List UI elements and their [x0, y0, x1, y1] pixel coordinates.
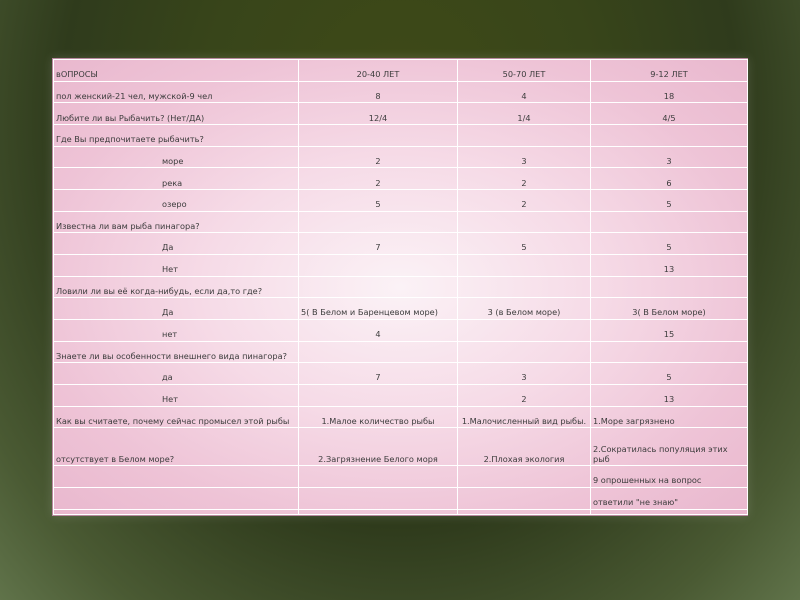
header-questions: вОПРОСЫ [54, 60, 299, 82]
answer-cell: 5 [591, 363, 748, 385]
question-cell [54, 509, 299, 514]
answer-cell: 2.Плохая экология [458, 428, 591, 466]
table-row [54, 428, 748, 466]
table-header-row [54, 60, 748, 82]
question-cell: пол женский-21 чел, мужской-9 чел [54, 81, 299, 103]
question-cell: Известна ли вам рыба пинагора? [54, 211, 299, 233]
answer-cell [458, 487, 591, 509]
survey-table [53, 59, 748, 515]
option-cell: да [54, 363, 299, 385]
answer-cell [299, 276, 458, 298]
answer-cell: 3 (в Белом море) [458, 298, 591, 320]
answer-cell: 4 [299, 319, 458, 341]
option-cell: Да [54, 233, 299, 255]
answer-cell [458, 211, 591, 233]
answer-cell: 2.Сократилась популяция этих рыб [591, 428, 748, 466]
answer-cell: 3 [458, 146, 591, 168]
answer-cell: 1.Малое количество рыбы [299, 406, 458, 428]
table-row [54, 211, 748, 233]
table-row [54, 168, 748, 190]
slide-table-panel [52, 58, 748, 516]
answer-cell: 8 [299, 81, 458, 103]
answer-cell: 5( В Белом и Баренцевом море) [299, 298, 458, 320]
answer-cell: 2 [458, 189, 591, 211]
answer-cell [299, 211, 458, 233]
answer-cell: ответили "не знаю" [591, 487, 748, 509]
answer-cell: 12/4 [299, 103, 458, 125]
answer-cell: 5 [591, 189, 748, 211]
answer-cell [299, 384, 458, 406]
answer-cell: 2 [299, 168, 458, 190]
answer-cell: 1.Малочисленный вид рыбы. [458, 406, 591, 428]
table-row [54, 341, 748, 363]
answer-cell [299, 509, 458, 514]
table-row [54, 466, 748, 488]
table-row [54, 487, 748, 509]
table-row [54, 254, 748, 276]
answer-cell [591, 276, 748, 298]
question-cell [54, 487, 299, 509]
option-cell: море [54, 146, 299, 168]
table-row [54, 124, 748, 146]
answer-cell: 3 [458, 363, 591, 385]
answer-cell: 3( В Белом море) [591, 298, 748, 320]
answer-cell: 13 [591, 254, 748, 276]
answer-cell: 6 [591, 168, 748, 190]
answer-cell: 18 [591, 81, 748, 103]
table-row [54, 406, 748, 428]
answer-cell: 5 [299, 189, 458, 211]
answer-cell: 5 [591, 233, 748, 255]
answer-cell [458, 466, 591, 488]
table-row [54, 103, 748, 125]
header-age-50-70: 50-70 ЛЕТ [458, 60, 591, 82]
option-cell: озеро [54, 189, 299, 211]
table-row [54, 509, 748, 514]
answer-cell: 4/5 [591, 103, 748, 125]
answer-cell [458, 341, 591, 363]
option-cell: река [54, 168, 299, 190]
answer-cell [591, 211, 748, 233]
answer-cell [299, 124, 458, 146]
question-cell: отсутствует в Белом море? [54, 428, 299, 466]
question-cell [54, 466, 299, 488]
table-row [54, 319, 748, 341]
table-row [54, 81, 748, 103]
answer-cell [458, 319, 591, 341]
answer-cell: 13 [591, 384, 748, 406]
answer-cell [299, 466, 458, 488]
question-cell: Где Вы предпочитаете рыбачить? [54, 124, 299, 146]
answer-cell: 9 опрошенных на вопрос [591, 466, 748, 488]
answer-cell: 5 [458, 233, 591, 255]
question-cell: Как вы считаете, почему сейчас промысел этой рыбы [54, 406, 299, 428]
table-row [54, 233, 748, 255]
answer-cell [591, 341, 748, 363]
answer-cell: 2 [458, 168, 591, 190]
answer-cell: 3 [591, 146, 748, 168]
question-cell: Ловили ли вы её когда-нибудь, если да,то где? [54, 276, 299, 298]
option-cell: нет [54, 319, 299, 341]
answer-cell [458, 254, 591, 276]
table-row [54, 363, 748, 385]
table-row [54, 189, 748, 211]
answer-cell: 1.Море загрязнено [591, 406, 748, 428]
header-age-9-12: 9-12 ЛЕТ [591, 60, 748, 82]
answer-cell [299, 254, 458, 276]
answer-cell: 7 [299, 363, 458, 385]
answer-cell: 15 [591, 319, 748, 341]
table-row [54, 276, 748, 298]
answer-cell [299, 487, 458, 509]
table-row [54, 146, 748, 168]
answer-cell: 4 [458, 81, 591, 103]
answer-cell [458, 276, 591, 298]
option-cell: Нет [54, 384, 299, 406]
table-row [54, 298, 748, 320]
answer-cell: 1/4 [458, 103, 591, 125]
option-cell: Да [54, 298, 299, 320]
answer-cell [591, 124, 748, 146]
answer-cell [591, 509, 748, 514]
header-age-20-40: 20-40 ЛЕТ [299, 60, 458, 82]
answer-cell [458, 509, 591, 514]
question-cell: Знаете ли вы особенности внешнего вида пинагора? [54, 341, 299, 363]
answer-cell [458, 124, 591, 146]
answer-cell [299, 341, 458, 363]
answer-cell: 7 [299, 233, 458, 255]
answer-cell: 2.Загрязнение Белого моря [299, 428, 458, 466]
table-row [54, 384, 748, 406]
option-cell: Нет [54, 254, 299, 276]
answer-cell: 2 [458, 384, 591, 406]
answer-cell: 2 [299, 146, 458, 168]
question-cell: Любите ли вы Рыбачить? (Нет/ДА) [54, 103, 299, 125]
